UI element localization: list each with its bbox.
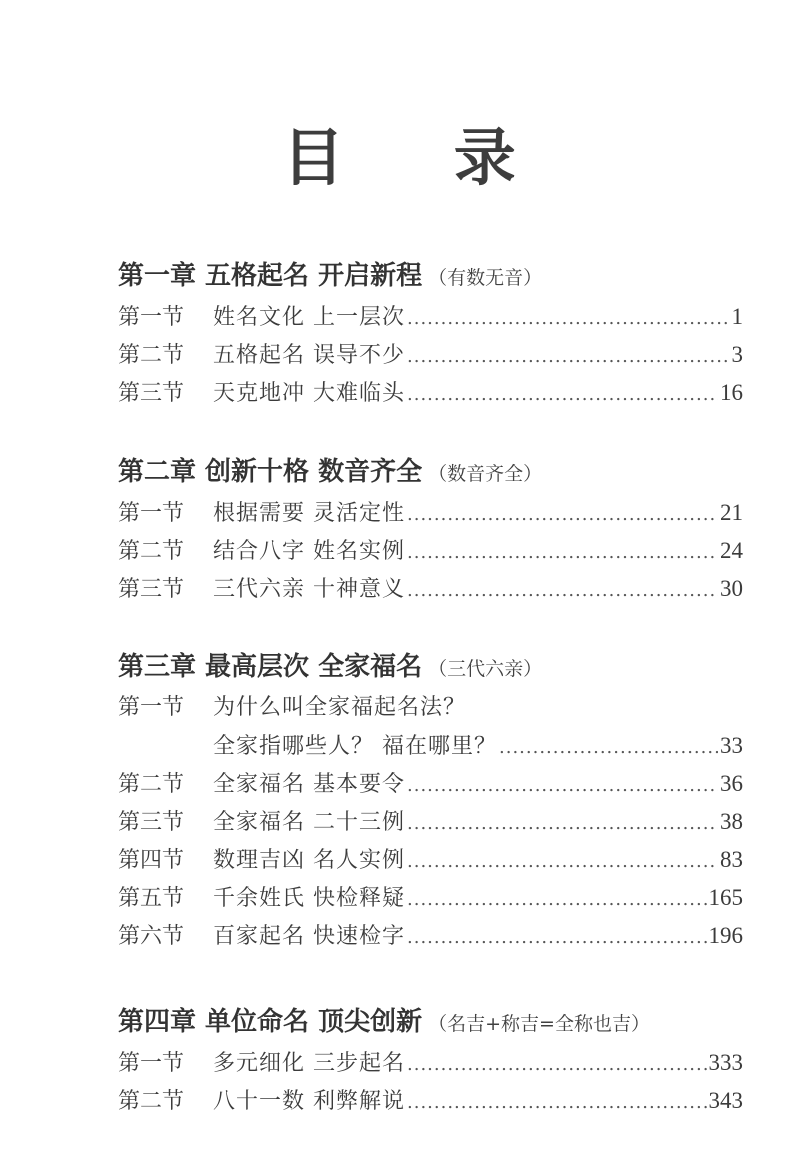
page-number: 1 (731, 304, 743, 329)
toc-entry[interactable] (118, 298, 743, 336)
chapter-title: 第一章 五格起名 开启新程 (118, 261, 423, 291)
chapter-1 (118, 256, 743, 412)
toc-entry[interactable] (118, 570, 743, 608)
chapter-subtitle: （三代六亲） (428, 658, 543, 680)
dot-leader (407, 572, 718, 610)
toc-entry[interactable] (118, 532, 743, 570)
page-number: 333 (708, 1050, 743, 1075)
page-number: 3 (731, 342, 743, 367)
section-title: 姓名文化 上一层次 (213, 305, 405, 330)
section-label: 第六节 (118, 924, 185, 949)
chapter-heading (118, 256, 743, 296)
section-title: 全家福名 二十三例 (213, 810, 405, 835)
page-number: 16 (720, 380, 743, 405)
section-label: 第一节 (118, 695, 185, 720)
page-number: 24 (720, 538, 743, 563)
dot-leader (407, 300, 729, 338)
toc-entry[interactable] (118, 841, 743, 879)
section-label: 第一节 (118, 305, 185, 330)
toc-entry[interactable] (118, 494, 743, 532)
page-number: 21 (720, 500, 743, 525)
section-label: 第二节 (118, 343, 185, 368)
chapter-title: 第二章 创新十格 数音齐全 (118, 457, 423, 487)
section-label: 第四节 (118, 848, 185, 873)
toc-entry[interactable] (118, 1082, 743, 1120)
chapter-heading (118, 647, 743, 687)
section-label: 第二节 (118, 772, 185, 797)
section-title: 八十一数 利弊解说 (213, 1089, 405, 1114)
dot-leader (499, 729, 718, 767)
toc-entry[interactable] (118, 374, 743, 412)
chapter-heading (118, 452, 743, 492)
dot-leader (407, 881, 707, 919)
section-title: 根据需要 灵活定性 (213, 501, 405, 526)
page-number: 33 (720, 733, 743, 758)
dot-leader (407, 496, 718, 534)
dot-leader (407, 1046, 707, 1084)
page-number: 83 (720, 847, 743, 872)
toc-entry[interactable] (118, 765, 743, 803)
section-title: 千余姓氏 快检释疑 (213, 886, 405, 911)
section-label: 第三节 (118, 810, 185, 835)
section-title: 三代六亲 十神意义 (213, 577, 405, 602)
chapter-2 (118, 452, 743, 608)
section-title-line2: 全家指哪些人？ 福在哪里？ (213, 734, 497, 759)
section-title: 为什么叫全家福起名法？ (213, 695, 467, 720)
chapter-subtitle: （数音齐全） (428, 463, 543, 485)
toc-entry[interactable] (118, 689, 743, 727)
toc-entry[interactable] (118, 803, 743, 841)
page-number: 30 (720, 576, 743, 601)
toc-entry[interactable] (118, 879, 743, 917)
section-title: 多元细化 三步起名 (213, 1051, 405, 1076)
dot-leader (407, 919, 707, 957)
toc-entry[interactable] (118, 917, 743, 955)
section-title: 全家福名 基本要令 (213, 772, 405, 797)
dot-leader (407, 805, 718, 843)
section-label: 第二节 (118, 1089, 185, 1114)
section-title: 百家起名 快速检字 (213, 924, 405, 949)
section-title: 结合八字 姓名实例 (213, 539, 405, 564)
toc-entry[interactable] (118, 336, 743, 374)
chapter-title: 第四章 单位命名 顶尖创新 (118, 1007, 423, 1037)
section-title: 天克地冲 大难临头 (213, 381, 405, 406)
dot-leader (407, 376, 718, 414)
page-number: 196 (708, 923, 743, 948)
dot-leader (407, 843, 718, 881)
page-number: 343 (708, 1088, 743, 1113)
chapter-subtitle: （有数无音） (428, 267, 543, 289)
section-label: 第三节 (118, 577, 185, 602)
section-title: 五格起名 误导不少 (213, 343, 405, 368)
chapter-4 (118, 1002, 743, 1120)
section-label: 第五节 (118, 886, 185, 911)
section-label: 第一节 (118, 1051, 185, 1076)
toc-entry-continuation[interactable] (118, 727, 743, 765)
section-title: 数理吉凶 名人实例 (213, 848, 405, 873)
dot-leader (407, 338, 729, 376)
section-label: 第三节 (118, 381, 185, 406)
page-number: 38 (720, 809, 743, 834)
dot-leader (407, 767, 718, 805)
section-label: 第二节 (118, 539, 185, 564)
chapter-title: 第三章 最高层次 全家福名 (118, 652, 423, 682)
page-number: 36 (720, 771, 743, 796)
section-label: 第一节 (118, 501, 185, 526)
toc-entry[interactable] (118, 1044, 743, 1082)
dot-leader (407, 1084, 707, 1122)
page-title: 目 录 (282, 121, 560, 194)
chapter-heading (118, 1002, 743, 1042)
dot-leader (407, 534, 718, 572)
page-number: 165 (708, 885, 743, 910)
chapter-3 (118, 647, 743, 955)
chapter-subtitle: （名吉+称吉=全称也吉） (428, 1013, 650, 1035)
